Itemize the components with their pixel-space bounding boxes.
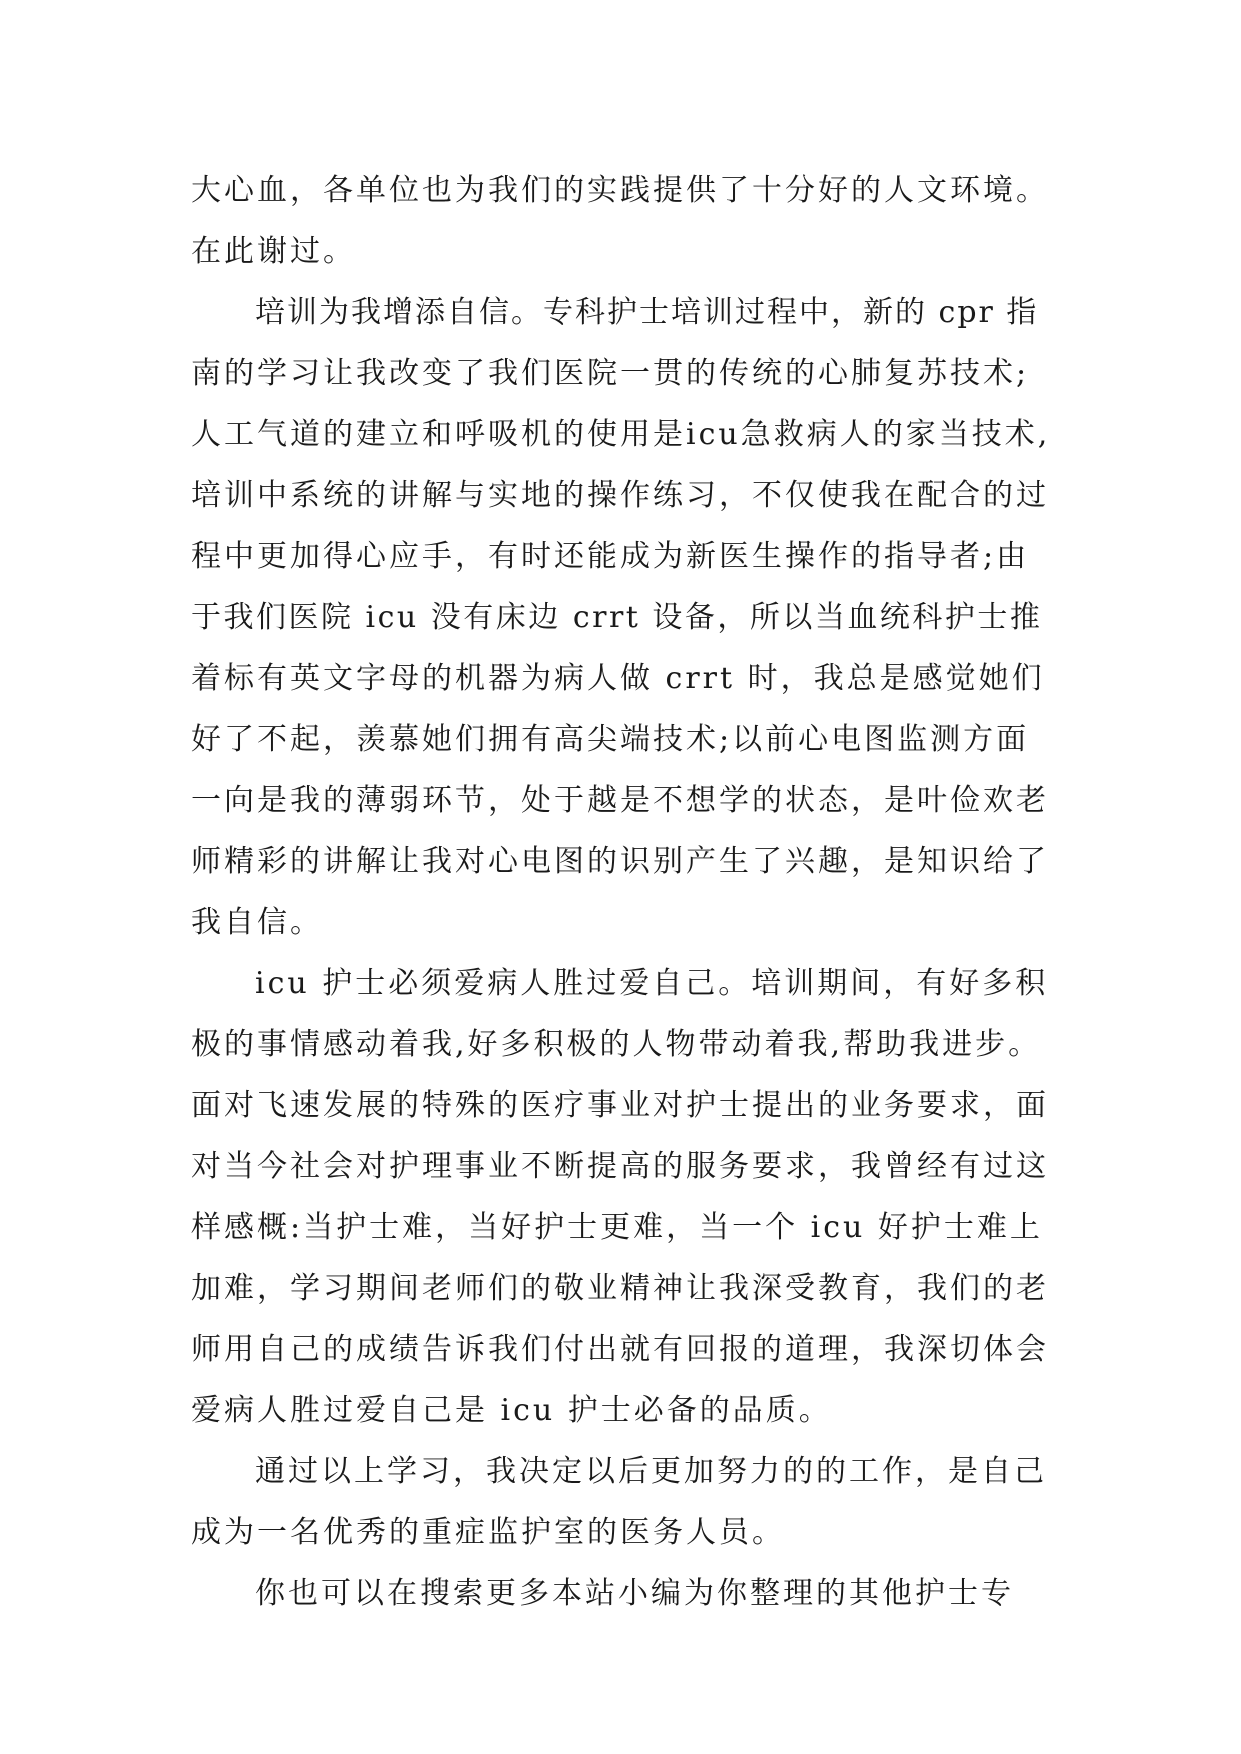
text-line: 面对飞速发展的特殊的医疗事业对护士提出的业务要求，面 (191, 1088, 1049, 1123)
text-line: 一向是我的薄弱环节，处于越是不想学的状态，是叶俭欢老 (191, 783, 1049, 818)
text-line: 好了不起，羡慕她们拥有高尖端技术;以前心电图监测方面 (191, 722, 1030, 757)
text-line: 你也可以在搜索更多本站小编为你整理的其他护士专 (255, 1576, 1014, 1611)
text-line: 在此谢过。 (191, 234, 356, 269)
text-line: 样感概:当护士难，当好护士更难，当一个 icu 好护士难上 (191, 1210, 1043, 1245)
text-line: 于我们医院 icu 没有床边 crrt 设备，所以当血统科护士推 (191, 600, 1043, 635)
text-line: 师精彩的讲解让我对心电图的识别产生了兴趣，是知识给了 (191, 844, 1049, 879)
text-line: 程中更加得心应手，有时还能成为新医生操作的指导者;由 (191, 539, 1030, 574)
text-line: 大心血，各单位也为我们的实践提供了十分好的人文环境。 (191, 173, 1049, 208)
text-line: 爱病人胜过爱自己是 icu 护士必备的品质。 (191, 1393, 832, 1428)
text-line: 着标有英文字母的机器为病人做 crrt 时，我总是感觉她们 (191, 661, 1045, 696)
document-body (191, 160, 1051, 1624)
text-line: 我自信。 (191, 905, 323, 940)
text-line: 南的学习让我改变了我们医院一贯的传统的心肺复苏技术; (191, 356, 1030, 391)
text-line: icu 护士必须爱病人胜过爱自己。培训期间，有好多积 (255, 966, 1049, 1001)
text-line: 极的事情感动着我,好多积极的人物带动着我,帮助我进步。 (191, 1027, 1042, 1062)
text-line: 培训中系统的讲解与实地的操作练习，不仅使我在配合的过 (191, 478, 1049, 513)
text-line: 师用自己的成绩告诉我们付出就有回报的道理，我深切体会 (191, 1332, 1049, 1367)
text-line: 人工气道的建立和呼吸机的使用是icu急救病人的家当技术, (191, 417, 1051, 452)
text-line: 培训为我增添自信。专科护士培训过程中，新的 cpr 指 (255, 295, 1039, 330)
text-line: 加难，学习期间老师们的敬业精神让我深受教育，我们的老 (191, 1271, 1049, 1306)
text-line: 通过以上学习，我决定以后更加努力的的工作，是自己 (255, 1454, 1047, 1489)
text-line: 对当今社会对护理事业不断提高的服务要求，我曾经有过这 (191, 1149, 1049, 1184)
text-line: 成为一名优秀的重症监护室的医务人员。 (191, 1515, 785, 1550)
